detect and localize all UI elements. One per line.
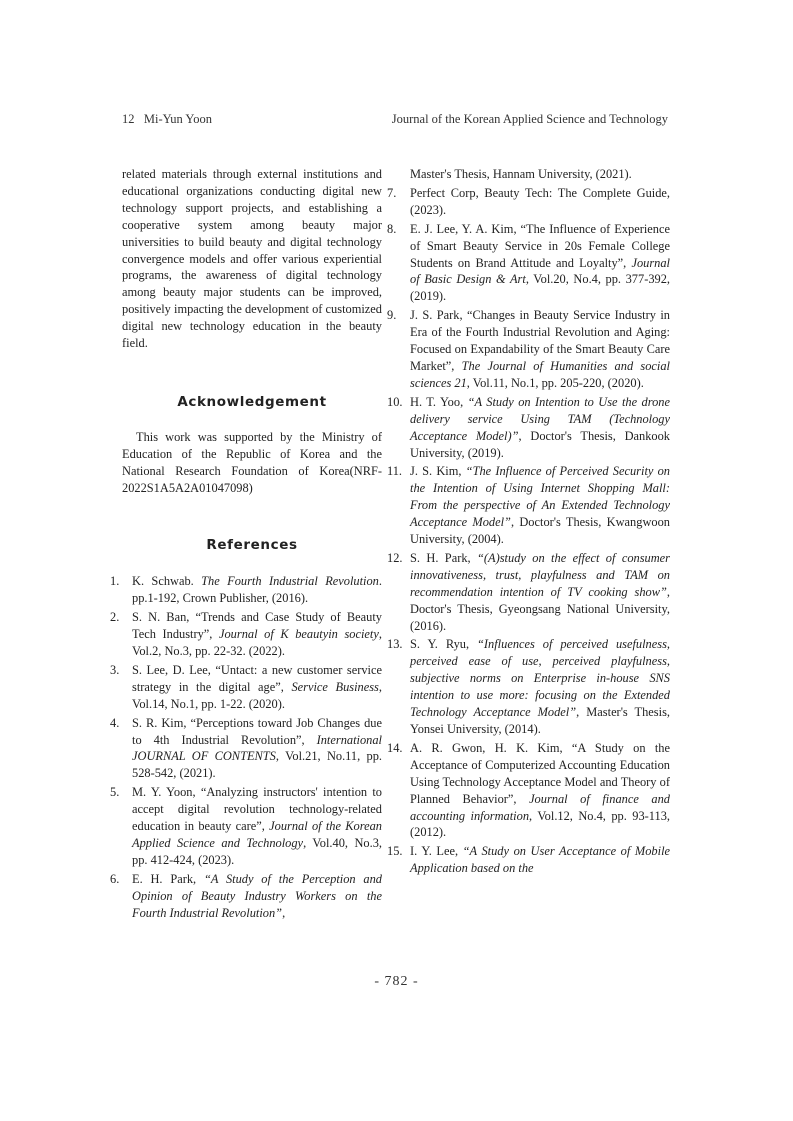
- reference-details: , Master's Thesis, Yonsei University, (2014).: [410, 705, 670, 736]
- reference-details: , Doctor's Thesis, Dankook University, (2019).: [410, 428, 670, 460]
- reference-number: 12.: [387, 550, 403, 565]
- reference-item: [387, 740, 670, 841]
- reference-text: S. N. Ban, “Trends and Case Study of Beauty Tech Industry”,: [132, 610, 382, 642]
- reference-number: 6.: [110, 871, 120, 886]
- reference-item: [387, 843, 670, 877]
- reference-text: Perfect Corp, Beauty Tech: The Complete Guide, (2023).: [410, 185, 670, 217]
- reference-text: J. S. Park, “Changes in Beauty Service Industry in Era of the Fourth Industrial Revolution and Aging: Focused on Expandability of the Smart Beauty Care Market”,: [410, 308, 670, 373]
- reference-source-title: Service Business: [291, 679, 379, 694]
- reference-details: , Vol.20, No.4, pp. 377-392, (2019).: [410, 272, 670, 304]
- reference-source-title: The Journal of Humanities and social sciences 21: [410, 358, 670, 390]
- reference-source-title: Journal of Basic Design & Art: [410, 255, 670, 287]
- right-column: [387, 166, 671, 879]
- reference-source-title: “A Study on Intention to Use the drone delivery service Using TAM (Technology Acceptance Model)”: [410, 394, 670, 443]
- reference-item: [387, 394, 670, 462]
- reference-details: , Doctor's Thesis, Gyeongsang National University, (2016).: [410, 584, 670, 633]
- reference-item: [387, 550, 670, 635]
- acknowledgement-text: This work was supported by the Ministry of Education of the Republic of Korea and the National Research Foundation of Korea(NRF-2022S1A5A2A01047098): [122, 429, 382, 495]
- references-list-left: [110, 573, 383, 921]
- page-number: - 782 -: [374, 974, 419, 989]
- reference-item: [387, 636, 670, 737]
- intro-paragraph: related materials through external institutions and educational organizations conducting digital new technology support projects, and establishing a cooperative system among beauty major universities to build beauty and digital technology convergence models and offer various experiential programs, the awareness of digital technology among beauty major students can be improved, positively impacting the development of customized digital new technology education in the beauty field.: [122, 167, 382, 351]
- reference-number: 7.: [387, 185, 397, 200]
- reference-text: M. Y. Yoon, “Analyzing instructors' intention to accept digital revolution technology-related education in beauty care”,: [132, 785, 382, 834]
- reference-text: I. Y. Lee,: [410, 844, 463, 859]
- reference-item: [110, 609, 382, 660]
- running-header-author: 12 Mi-Yun Yoon: [122, 112, 212, 126]
- reference-source-title: “The Influence of Perceived Security on the Intention of Using Internet Shopping Mall: From the perspective of An Extended Technology Acceptance Model”: [410, 464, 670, 530]
- reference-item: [110, 573, 382, 607]
- reference-number: 3.: [110, 662, 120, 677]
- reference-item: [387, 463, 670, 548]
- reference-details: . pp.1-192, Crown Publisher, (2016).: [132, 574, 382, 606]
- reference-details: , Vol.21, No.11, pp. 528-542, (2021).: [132, 749, 383, 781]
- reference-number: 10.: [387, 394, 403, 409]
- reference-text: E. J. Lee, Y. A. Kim, “The Influence of Experience of Smart Beauty Service in 20s Female College Students on Brand Attitude and Loyalty”,: [410, 221, 670, 270]
- reference-details: , Vol.11, No.1, pp. 205-220, (2020).: [466, 375, 644, 390]
- reference-source-title: The Fourth Industrial Revolution: [201, 574, 379, 589]
- left-column: [110, 166, 383, 924]
- reference-details: , Vol.2, No.3, pp. 22-32. (2022).: [132, 627, 382, 659]
- reference-number: 4.: [110, 715, 120, 730]
- reference-source-title: Journal of K beautyin society: [218, 627, 379, 642]
- reference-text: S. R. Kim, “Perceptions toward Job Changes due to 4th Industrial Revolution”,: [132, 715, 382, 747]
- reference-item: [387, 307, 670, 392]
- reference-item: [110, 871, 382, 922]
- reference-item: [110, 715, 382, 783]
- reference-item: [387, 185, 670, 219]
- reference-text: S. Lee, D. Lee, “Untact: a new customer service strategy in the digital age”,: [132, 662, 382, 694]
- reference-number: 2.: [110, 610, 120, 625]
- references-list-right: [387, 185, 671, 877]
- running-header-journal: Journal of the Korean Applied Science and Technology: [391, 112, 668, 126]
- reference-source-title: Journal of finance and accounting information: [410, 791, 670, 823]
- reference-details: , Vol.12, No.4, pp. 93-113, (2012).: [410, 808, 670, 840]
- reference-number: 9.: [387, 308, 397, 323]
- reference-number: 1.: [110, 574, 120, 589]
- reference-text: J. S. Kim,: [410, 464, 466, 479]
- reference-text: S. Y. Ryu,: [410, 637, 478, 652]
- reference-text: K. Schwab.: [132, 574, 202, 589]
- reference-text: S. H. Park,: [410, 550, 478, 565]
- reference-text: E. H. Park,: [132, 871, 204, 886]
- reference-source-title: “A Study of the Perception and Opinion of Beauty Industry Workers on the Fourth Industrial Revolution”: [132, 871, 382, 920]
- reference-item: [387, 221, 670, 306]
- reference-source-title: International JOURNAL OF CONTENTS: [132, 732, 382, 764]
- reference-source-title: “A Study on User Acceptance of Mobile Application based on the: [410, 844, 671, 876]
- reference-text: H. T. Yoo,: [410, 394, 468, 409]
- acknowledgement-title: Acknowledgement: [177, 393, 327, 410]
- reference-source-title: “Influences of perceived usefulness, perceived ease of use, perceived playfulness, subjective norms on Enterprise in-house SNS intention to use more: focusing on the Extended Technology Acceptance Model”: [410, 637, 670, 720]
- reference-details: ,: [282, 905, 286, 920]
- reference-source-title: Journal of the Korean Applied Science and Technology: [132, 819, 382, 850]
- reference-details: , Vol.14, No.1, pp. 1-22. (2020).: [132, 679, 382, 711]
- reference-number: 11.: [387, 464, 403, 479]
- reference-number: 14.: [387, 740, 403, 755]
- reference-source-title: “(A)study on the effect of consumer innovativeness, trust, playfulness and TAM on recommendation intention of TV cooking show”: [410, 550, 670, 599]
- reference-item: [110, 662, 382, 713]
- reference-details: , Vol.40, No.3, pp. 412-424, (2023).: [132, 836, 382, 867]
- reference-item: [110, 784, 382, 869]
- reference-text: A. R. Gwon, H. K. Kim, “A Study on the Acceptance of Computerized Accounting Education Using Technology Acceptance Model and Theory of Planned Behavior”,: [410, 740, 670, 806]
- reference-number: 13.: [387, 637, 403, 652]
- reference-number: 8.: [387, 221, 397, 236]
- reference-details: , Doctor's Thesis, Kwangwoon University, (2004).: [410, 515, 670, 547]
- reference-number: 5.: [110, 785, 120, 800]
- reference-number: 15.: [387, 844, 403, 859]
- reference-continuation: Master's Thesis, Hannam University, (2021).: [410, 167, 632, 181]
- references-title: References: [206, 536, 298, 553]
